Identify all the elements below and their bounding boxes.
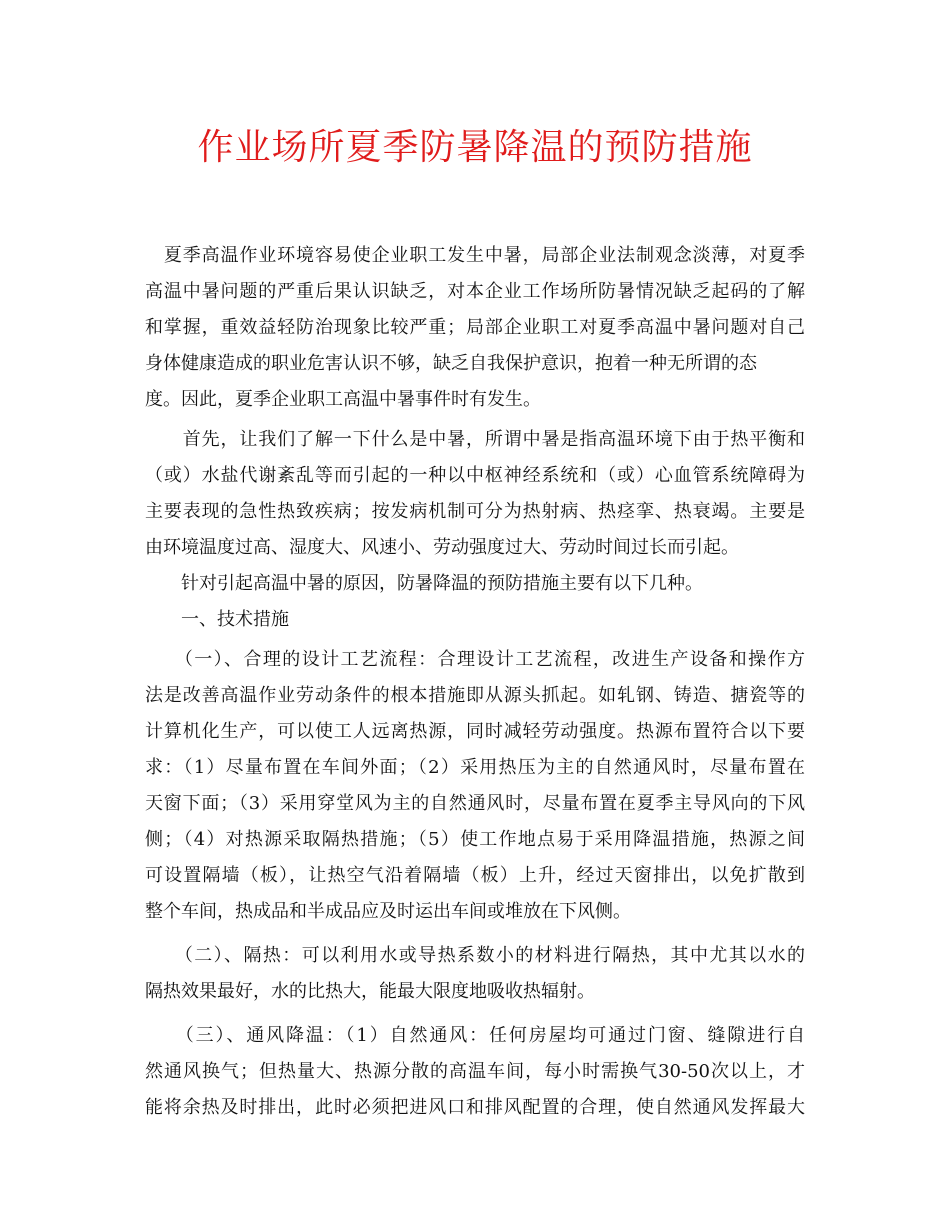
paragraph-line: 侧；（4）对热源采取隔热措施；（5）使工作地点易于采用降温措施，热源之间 <box>145 829 805 850</box>
paragraph-line: 可设置隔墙（板），让热空气沿着隔墙（板）上升，经过天窗排出，以免扩散到 <box>145 865 805 886</box>
document-title: 作业场所夏季防暑降温的预防措施 <box>197 127 753 168</box>
section-heading: 一、技术措施 <box>145 609 289 630</box>
paragraph-line: 然通风换气；但热量大、热源分散的高温车间，每小时需换气30-50次以上，才 <box>145 1061 805 1082</box>
paragraph-line: （一）、合理的设计工艺流程：合理设计工艺流程，改进生产设备和操作方 <box>145 649 805 670</box>
paragraph-line: 天窗下面；（3）采用穿堂风为主的自然通风时，尽量布置在夏季主导风向的下风 <box>145 793 805 814</box>
paragraph-line: 整个车间，热成品和半成品应及时运出车间或堆放在下风侧。 <box>145 901 631 922</box>
paragraph-line: 隔热效果最好，水的比热大，能最大限度地吸收热辐射。 <box>145 981 595 1002</box>
paragraph-line: 首先，让我们了解一下什么是中暑，所谓中暑是指高温环境下由于热平衡和 <box>145 429 805 450</box>
paragraph-line: 高温中暑问题的严重后果认识缺乏，对本企业工作场所防暑情况缺乏起码的了解 <box>145 281 805 302</box>
paragraph-line: 主要表现的急性热致疾病；按发病机制可分为热射病、热痉挛、热衰竭。主要是 <box>145 501 805 522</box>
paragraph-line: 针对引起高温中暑的原因，防暑降温的预防措施主要有以下几种。 <box>145 573 703 594</box>
paragraph-line: 计算机化生产，可以使工人远离热源，同时减轻劳动强度。热源布置符合以下要 <box>145 721 805 742</box>
paragraph-line: 能将余热及时排出，此时必须把进风口和排风配置的合理，使自然通风发挥最大 <box>145 1097 805 1118</box>
paragraph-line: 和掌握，重效益轻防治现象比较严重；局部企业职工对夏季高温中暑问题对自己 <box>145 317 805 338</box>
paragraph-line: （二）、隔热：可以利用水或导热系数小的材料进行隔热，其中尤其以水的 <box>145 945 805 966</box>
paragraph-line: 夏季高温作业环境容易使企业职工发生中暑，局部企业法制观念淡薄，对夏季 <box>145 245 805 266</box>
paragraph-line: 身体健康造成的职业危害认识不够，缺乏自我保护意识，抱着一种无所谓的态 <box>145 353 757 374</box>
paragraph-line: 度。因此，夏季企业职工高温中暑事件时有发生。 <box>145 389 541 410</box>
paragraph-line: （三）、通风降温：（1）自然通风：任何房屋均可通过门窗、缝隙进行自 <box>145 1025 805 1046</box>
paragraph-line: （或）水盐代谢紊乱等而引起的一种以中枢神经系统和（或）心血管系统障碍为 <box>145 465 805 486</box>
paragraph-line: 由环境温度过高、湿度大、风速小、劳动强度过大、劳动时间过长而引起。 <box>145 537 739 558</box>
document-body <box>145 238 805 1126</box>
paragraph-line: 法是改善高温作业劳动条件的根本措施即从源头抓起。如轧钢、铸造、搪瓷等的 <box>145 685 805 706</box>
paragraph-line: 求：（1）尽量布置在车间外面；（2）采用热压为主的自然通风时，尽量布置在 <box>145 757 805 778</box>
